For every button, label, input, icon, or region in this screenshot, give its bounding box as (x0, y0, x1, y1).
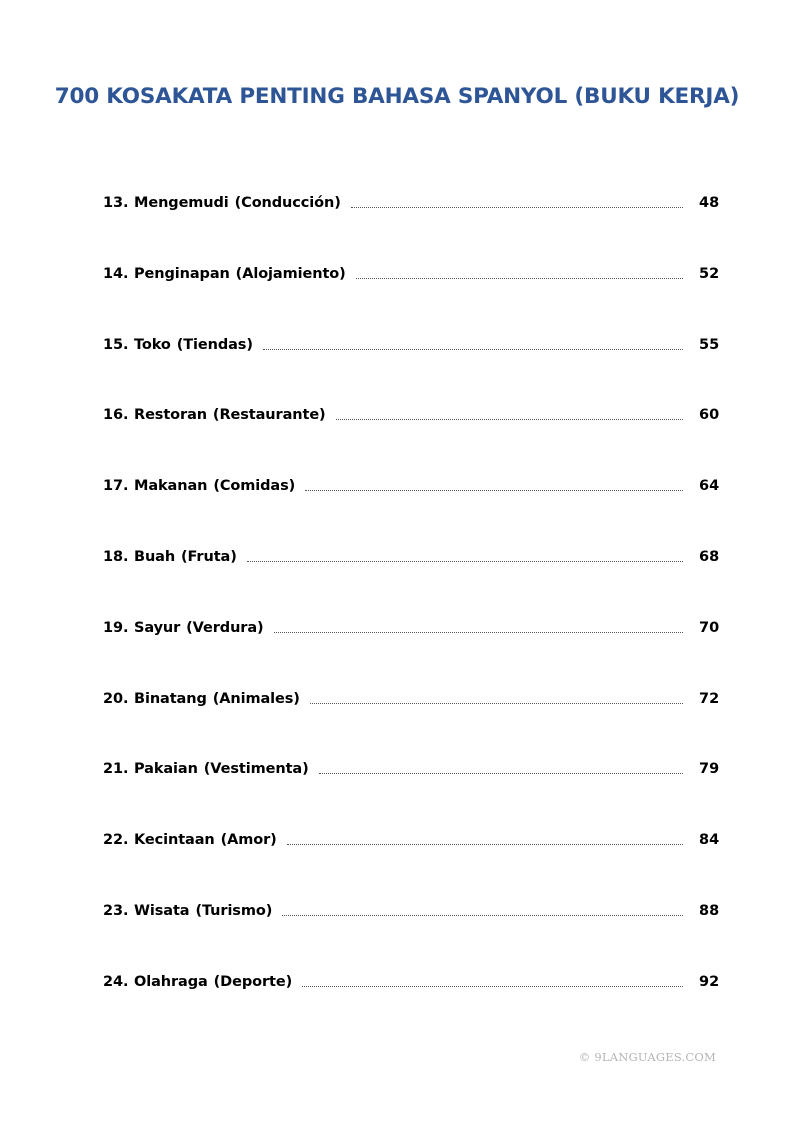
toc-entry[interactable] (103, 547, 719, 618)
toc-entry-page: 52 (699, 265, 720, 282)
dot-leader (263, 335, 683, 350)
toc-entry[interactable] (103, 335, 719, 406)
toc-entry-label: Penginapan (Alojamiento) (134, 265, 346, 282)
toc-entry[interactable] (103, 264, 719, 335)
toc-entry-number: 21. (103, 761, 129, 778)
dot-leader (336, 405, 683, 420)
toc-entry[interactable] (103, 759, 719, 830)
toc-entry-label: Makanan (Comidas) (134, 478, 296, 495)
dot-leader (305, 476, 683, 491)
dot-leader (356, 264, 683, 279)
toc-entry-page: 84 (699, 832, 720, 849)
toc-entry[interactable] (103, 405, 719, 476)
table-of-contents (103, 193, 719, 1043)
toc-entry-number: 22. (103, 832, 129, 849)
toc-entry[interactable] (103, 901, 719, 972)
dot-leader (274, 618, 683, 633)
toc-entry[interactable] (103, 972, 719, 1043)
toc-entry-page: 55 (699, 336, 720, 353)
toc-entry[interactable] (103, 193, 719, 264)
toc-entry-label: Sayur (Verdura) (134, 619, 264, 636)
copyright-watermark: © 9LANGUAGES.COM (578, 1050, 716, 1064)
page-title: 700 KOSAKATA PENTING BAHASA SPANYOL (BUKU KERJA) (54, 84, 740, 109)
toc-entry-label: Toko (Tiendas) (134, 336, 253, 353)
toc-entry-page: 64 (699, 478, 720, 495)
toc-entry[interactable] (103, 830, 719, 901)
toc-entry-label: Buah (Fruta) (134, 548, 237, 565)
toc-entry-number: 15. (103, 336, 129, 353)
toc-entry-number: 19. (103, 619, 129, 636)
toc-entry-label: Olahraga (Deporte) (134, 973, 293, 990)
toc-entry-label: Restoran (Restaurante) (134, 407, 326, 424)
dot-leader (282, 901, 683, 916)
toc-entry-label: Mengemudi (Conducción) (134, 195, 341, 211)
dot-leader (310, 689, 683, 704)
toc-entry-number: 23. (103, 902, 129, 919)
toc-entry-number: 20. (103, 690, 129, 707)
dot-leader (247, 547, 683, 562)
toc-entry-page: 72 (699, 690, 720, 707)
toc-entry-page: 60 (699, 407, 720, 424)
dot-leader (287, 830, 683, 845)
toc-entry-label: Pakaian (Vestimenta) (134, 761, 309, 778)
dot-leader (319, 759, 683, 774)
toc-entry-page: 92 (699, 973, 720, 990)
toc-entry[interactable] (103, 476, 719, 547)
toc-entry-number: 16. (103, 407, 129, 424)
toc-entry-label: Binatang (Animales) (134, 690, 300, 707)
toc-entry-page: 48 (699, 195, 720, 211)
dot-leader (302, 972, 683, 987)
toc-entry-page: 70 (699, 619, 720, 636)
toc-entry-number: 17. (103, 478, 129, 495)
toc-entry-number: 24. (103, 973, 129, 990)
toc-entry-number: 13. (103, 195, 129, 211)
toc-entry-label: Wisata (Turismo) (134, 902, 273, 919)
toc-entry-number: 14. (103, 265, 129, 282)
toc-entry-page: 68 (699, 548, 720, 565)
toc-entry-number: 18. (103, 548, 129, 565)
toc-entry[interactable] (103, 618, 719, 689)
toc-entry-label: Kecintaan (Amor) (134, 832, 277, 849)
toc-entry[interactable] (103, 689, 719, 760)
toc-entry-page: 79 (699, 761, 720, 778)
dot-leader (351, 193, 683, 208)
toc-entry-page: 88 (699, 902, 720, 919)
